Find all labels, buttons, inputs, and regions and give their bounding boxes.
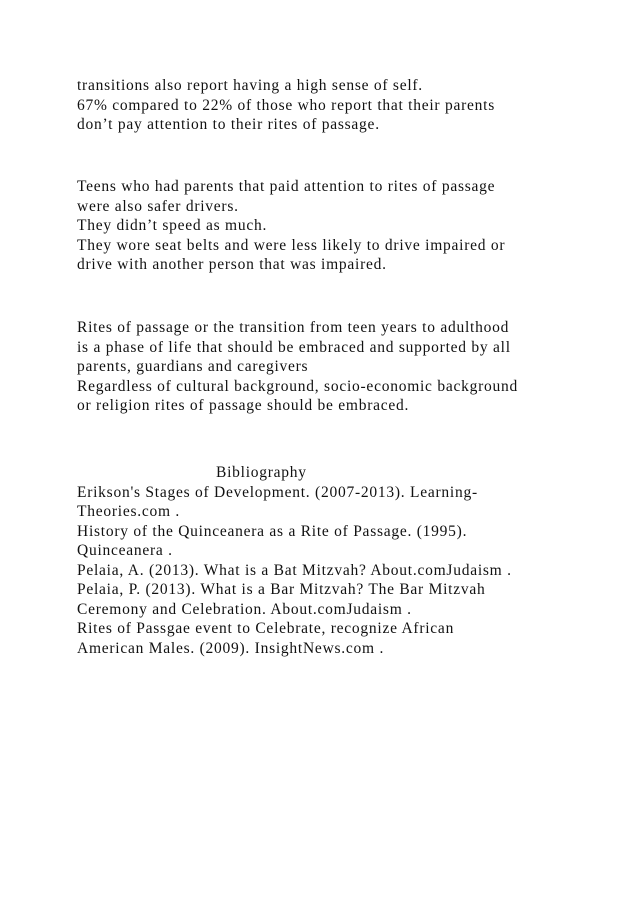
text-line: They didn’t speed as much.	[77, 217, 268, 234]
bibliography-entry-line: Pelaia, P. (2013). What is a Bar Mitzvah? The Bar Mitzvah	[77, 581, 486, 598]
bibliography-entry-line: Quinceanera .	[77, 542, 173, 559]
text-line: Teens who had parents that paid attention to rites of passage	[77, 178, 496, 195]
bibliography-entry-line: Erikson's Stages of Development. (2007-2013). Learning-	[77, 483, 478, 501]
bibliography-entry-line: Ceremony and Celebration. About.comJudaism .	[77, 600, 412, 618]
bibliography-section	[77, 463, 617, 658]
bibliography-entry-line: Rites of Passgae event to Celebrate, recognize African	[77, 620, 455, 637]
text-line: Rites of passage or the transition from teen years to adulthood	[77, 319, 510, 336]
paragraph-safer-drivers	[77, 177, 617, 275]
bibliography-heading: Bibliography	[216, 464, 307, 481]
text-line: transitions also report having a high sense of self.	[77, 77, 423, 94]
bibliography-entry-line: Pelaia, A. (2013). What is a Bat Mitzvah? About.comJudaism .	[77, 561, 512, 579]
text-line: 67% compared to 22% of those who report that their parents	[77, 96, 495, 114]
text-line: or religion rites of passage should be embraced.	[77, 397, 410, 414]
paragraph-rites-of-passage-conclusion	[77, 318, 617, 416]
text-line: is a phase of life that should be embraced and supported by all	[77, 338, 511, 356]
text-line: were also safer drivers.	[77, 197, 239, 215]
text-line: don’t pay attention to their rites of passage.	[77, 116, 380, 133]
text-line: Regardless of cultural background, socio-economic background	[77, 377, 518, 395]
bibliography-entry-line: Theories.com .	[77, 503, 181, 520]
paragraph-parent-attention-statistic	[77, 76, 617, 135]
text-line: They wore seat belts and were less likely to drive impaired or	[77, 236, 506, 254]
bibliography-entry-line: American Males. (2009). InsightNews.com .	[77, 639, 385, 657]
text-line: drive with another person that was impaired.	[77, 256, 387, 273]
text-line: parents, guardians and caregivers	[77, 358, 309, 375]
bibliography-entry-line: History of the Quinceanera as a Rite of Passage. (1995).	[77, 522, 468, 540]
